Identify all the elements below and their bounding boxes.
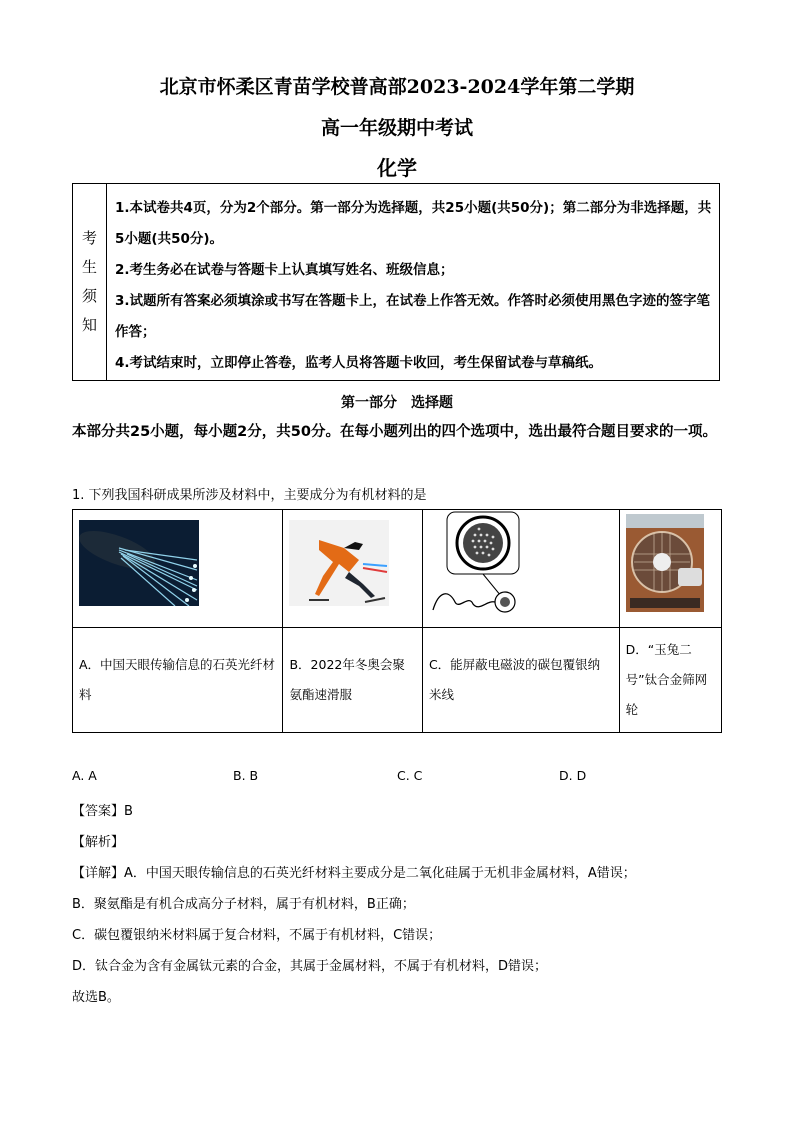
notice-side-char: 须	[81, 287, 97, 305]
choice-d: D. D	[559, 768, 587, 783]
option-b-cell	[283, 628, 422, 733]
answer-line: 【答案】B	[72, 804, 133, 819]
option-a-text: A．中国天眼传输信息的石英光纤材料	[79, 657, 276, 702]
notice-item: 4.考试结束时，立即停止答卷，监考人员将答题卡收回，考生保留试卷与草稿纸。	[115, 355, 603, 371]
subject-title: 化学	[377, 156, 417, 180]
notice-body	[106, 184, 719, 379]
notice-side-label	[73, 184, 107, 380]
section-title: 第一部分 选择题	[341, 395, 453, 411]
section-intro: 本部分共25小题，每小题2分，共50分。在每小题列出的四个选项中，选出最符合题目要求的一项。	[72, 424, 717, 440]
detail-line: 【详解】A．中国天眼传输信息的石英光纤材料主要成分是二氧化硅属于无机非金属材料，A错误；	[72, 866, 636, 881]
fiber-optic-image	[79, 520, 199, 606]
speed-skater-image	[289, 520, 389, 606]
notice-item: 1.本试卷共4页，分为2个部分。第一部分为选择题，共25小题(共50分)；第二部分为非选择题，共5小题(共50分)。	[115, 200, 712, 247]
cable-diagram-image	[429, 510, 539, 616]
exam-title: 北京市怀柔区青苗学校普高部2023-2024学年第二学期	[159, 76, 635, 98]
option-c-image-cell	[422, 510, 619, 628]
option-c-text: C．能屏蔽电磁波的碳包覆银纳米线	[428, 657, 601, 702]
option-d-text: D．“玉兔二号”钛合金筛网轮	[625, 642, 708, 717]
notice-box	[72, 183, 720, 381]
exam-subtitle: 高一年级期中考试	[320, 117, 473, 139]
question-stem: 1. 下列我国科研成果所涉及材料中，主要成分为有机材料的是	[72, 488, 427, 503]
option-d-image-cell	[619, 510, 721, 628]
notice-side-char: 知	[81, 316, 97, 334]
option-b-text: B．2022年冬奥会聚氨酯速滑服	[289, 657, 405, 702]
choice-a: A. A	[72, 768, 97, 783]
rover-wheel-image	[626, 514, 704, 612]
option-a-image-cell	[73, 510, 283, 628]
detail-line: C．碳包覆银纳米材料属于复合材料，不属于有机材料，C错误；	[72, 928, 442, 943]
options-table	[72, 509, 722, 733]
choice-c: C. C	[397, 768, 423, 783]
notice-item: 3.试题所有答案必须填涂或书写在答题卡上，在试卷上作答无效。作答时必须使用黑色字迹的签字笔作答；	[115, 293, 711, 340]
option-a-cell	[73, 628, 283, 733]
detail-line: D．钛合金为含有金属钛元素的合金，其属于金属材料，不属于有机材料，D错误；	[72, 959, 548, 974]
choice-b: B. B	[233, 768, 259, 783]
detail-line: B．聚氨酯是有机合成高分子材料，属于有机材料，B正确；	[72, 897, 415, 912]
option-d-cell	[619, 628, 721, 733]
notice-side-char: 生	[81, 258, 97, 276]
notice-side-char: 考	[81, 229, 97, 247]
notice-item: 2.考生务必在试卷与答题卡上认真填写姓名、班级信息；	[115, 262, 454, 278]
option-b-image-cell	[283, 510, 422, 628]
conclusion-line: 故选B。	[72, 990, 120, 1005]
option-c-cell	[422, 628, 619, 733]
analysis-label: 【解析】	[72, 835, 125, 850]
